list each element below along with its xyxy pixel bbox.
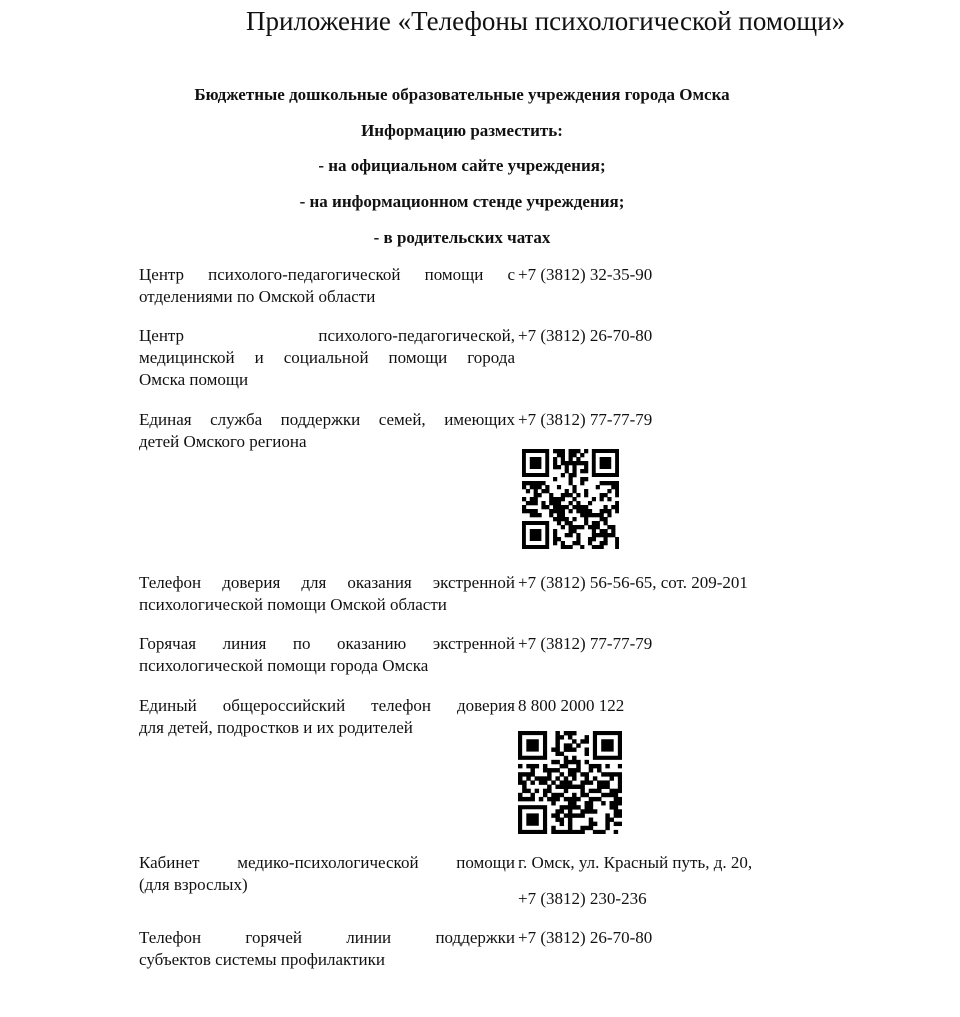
service-name-line: для детей, подростков и их родителей xyxy=(139,718,413,737)
service-name-line: Центр психолого-педагогической помощи с xyxy=(139,265,515,284)
service-phone: +7 (3812) 26-70-80 xyxy=(518,928,653,947)
service-name-ppmsp-center xyxy=(139,325,515,391)
service-name-line: психологической помощи Омской области xyxy=(139,595,447,614)
service-name-line: Телефон горячей линии поддержки xyxy=(139,928,515,947)
service-name-line: Кабинет медико-психологической помощи xyxy=(139,853,515,872)
service-name-medpsych-office xyxy=(139,852,515,896)
service-name-prevention-hotline xyxy=(139,927,515,971)
page-title: Приложение «Телефоны психологической помощи» xyxy=(246,6,846,36)
service-phone: +7 (3812) 230-236 xyxy=(518,889,647,908)
service-phone: +7 (3812) 26-70-80 xyxy=(518,326,653,345)
place-item-chats: - в родительских чатах xyxy=(373,228,551,247)
service-phone: +7 (3812) 77-77-79 xyxy=(518,410,653,429)
service-phone: 8 800 2000 122 xyxy=(518,696,625,715)
service-name-national-trust-phone xyxy=(139,695,515,739)
service-name-line: психологической помощи города Омска xyxy=(139,656,429,675)
place-info-heading: Информацию разместить: xyxy=(361,121,563,140)
service-name-line: Единый общероссийский телефон доверия xyxy=(139,696,515,715)
service-name-line: Горячая линия по оказанию экстренной xyxy=(139,634,515,653)
qr-code-icon[interactable] xyxy=(518,731,622,834)
service-name-hotline-city xyxy=(139,633,515,677)
service-name-line: Омска помощи xyxy=(139,370,249,389)
service-address: г. Омск, ул. Красный путь, д. 20, xyxy=(518,853,753,872)
service-name-line: Телефон доверия для оказания экстренной xyxy=(139,573,515,592)
service-name-family-support xyxy=(139,409,515,453)
qr-code-icon[interactable] xyxy=(522,449,619,549)
service-name-line: субъектов системы профилактики xyxy=(139,950,385,969)
service-name-ppp-center xyxy=(139,264,515,308)
service-phone: +7 (3812) 77-77-79 xyxy=(518,634,653,653)
service-phone: +7 (3812) 56-56-65, сот. 209-201 xyxy=(518,573,748,592)
service-name-line: Единая служба поддержки семей, имеющих xyxy=(139,410,515,429)
service-name-line: отделениями по Омской области xyxy=(139,287,376,306)
service-name-line: Центр психолого-педагогической, xyxy=(139,326,515,345)
service-phone: +7 (3812) 32-35-90 xyxy=(518,265,653,284)
service-name-line: медицинской и социальной помощи города xyxy=(139,348,515,367)
service-name-trust-phone-region xyxy=(139,572,515,616)
service-name-line: детей Омского региона xyxy=(139,432,307,451)
place-item-stand: - на информационном стенде учреждения; xyxy=(299,192,625,211)
service-name-line: (для взрослых) xyxy=(139,875,248,894)
institutions-heading: Бюджетные дошкольные образовательные учреждения города Омска xyxy=(194,85,730,104)
place-item-website: - на официальном сайте учреждения; xyxy=(318,156,606,175)
